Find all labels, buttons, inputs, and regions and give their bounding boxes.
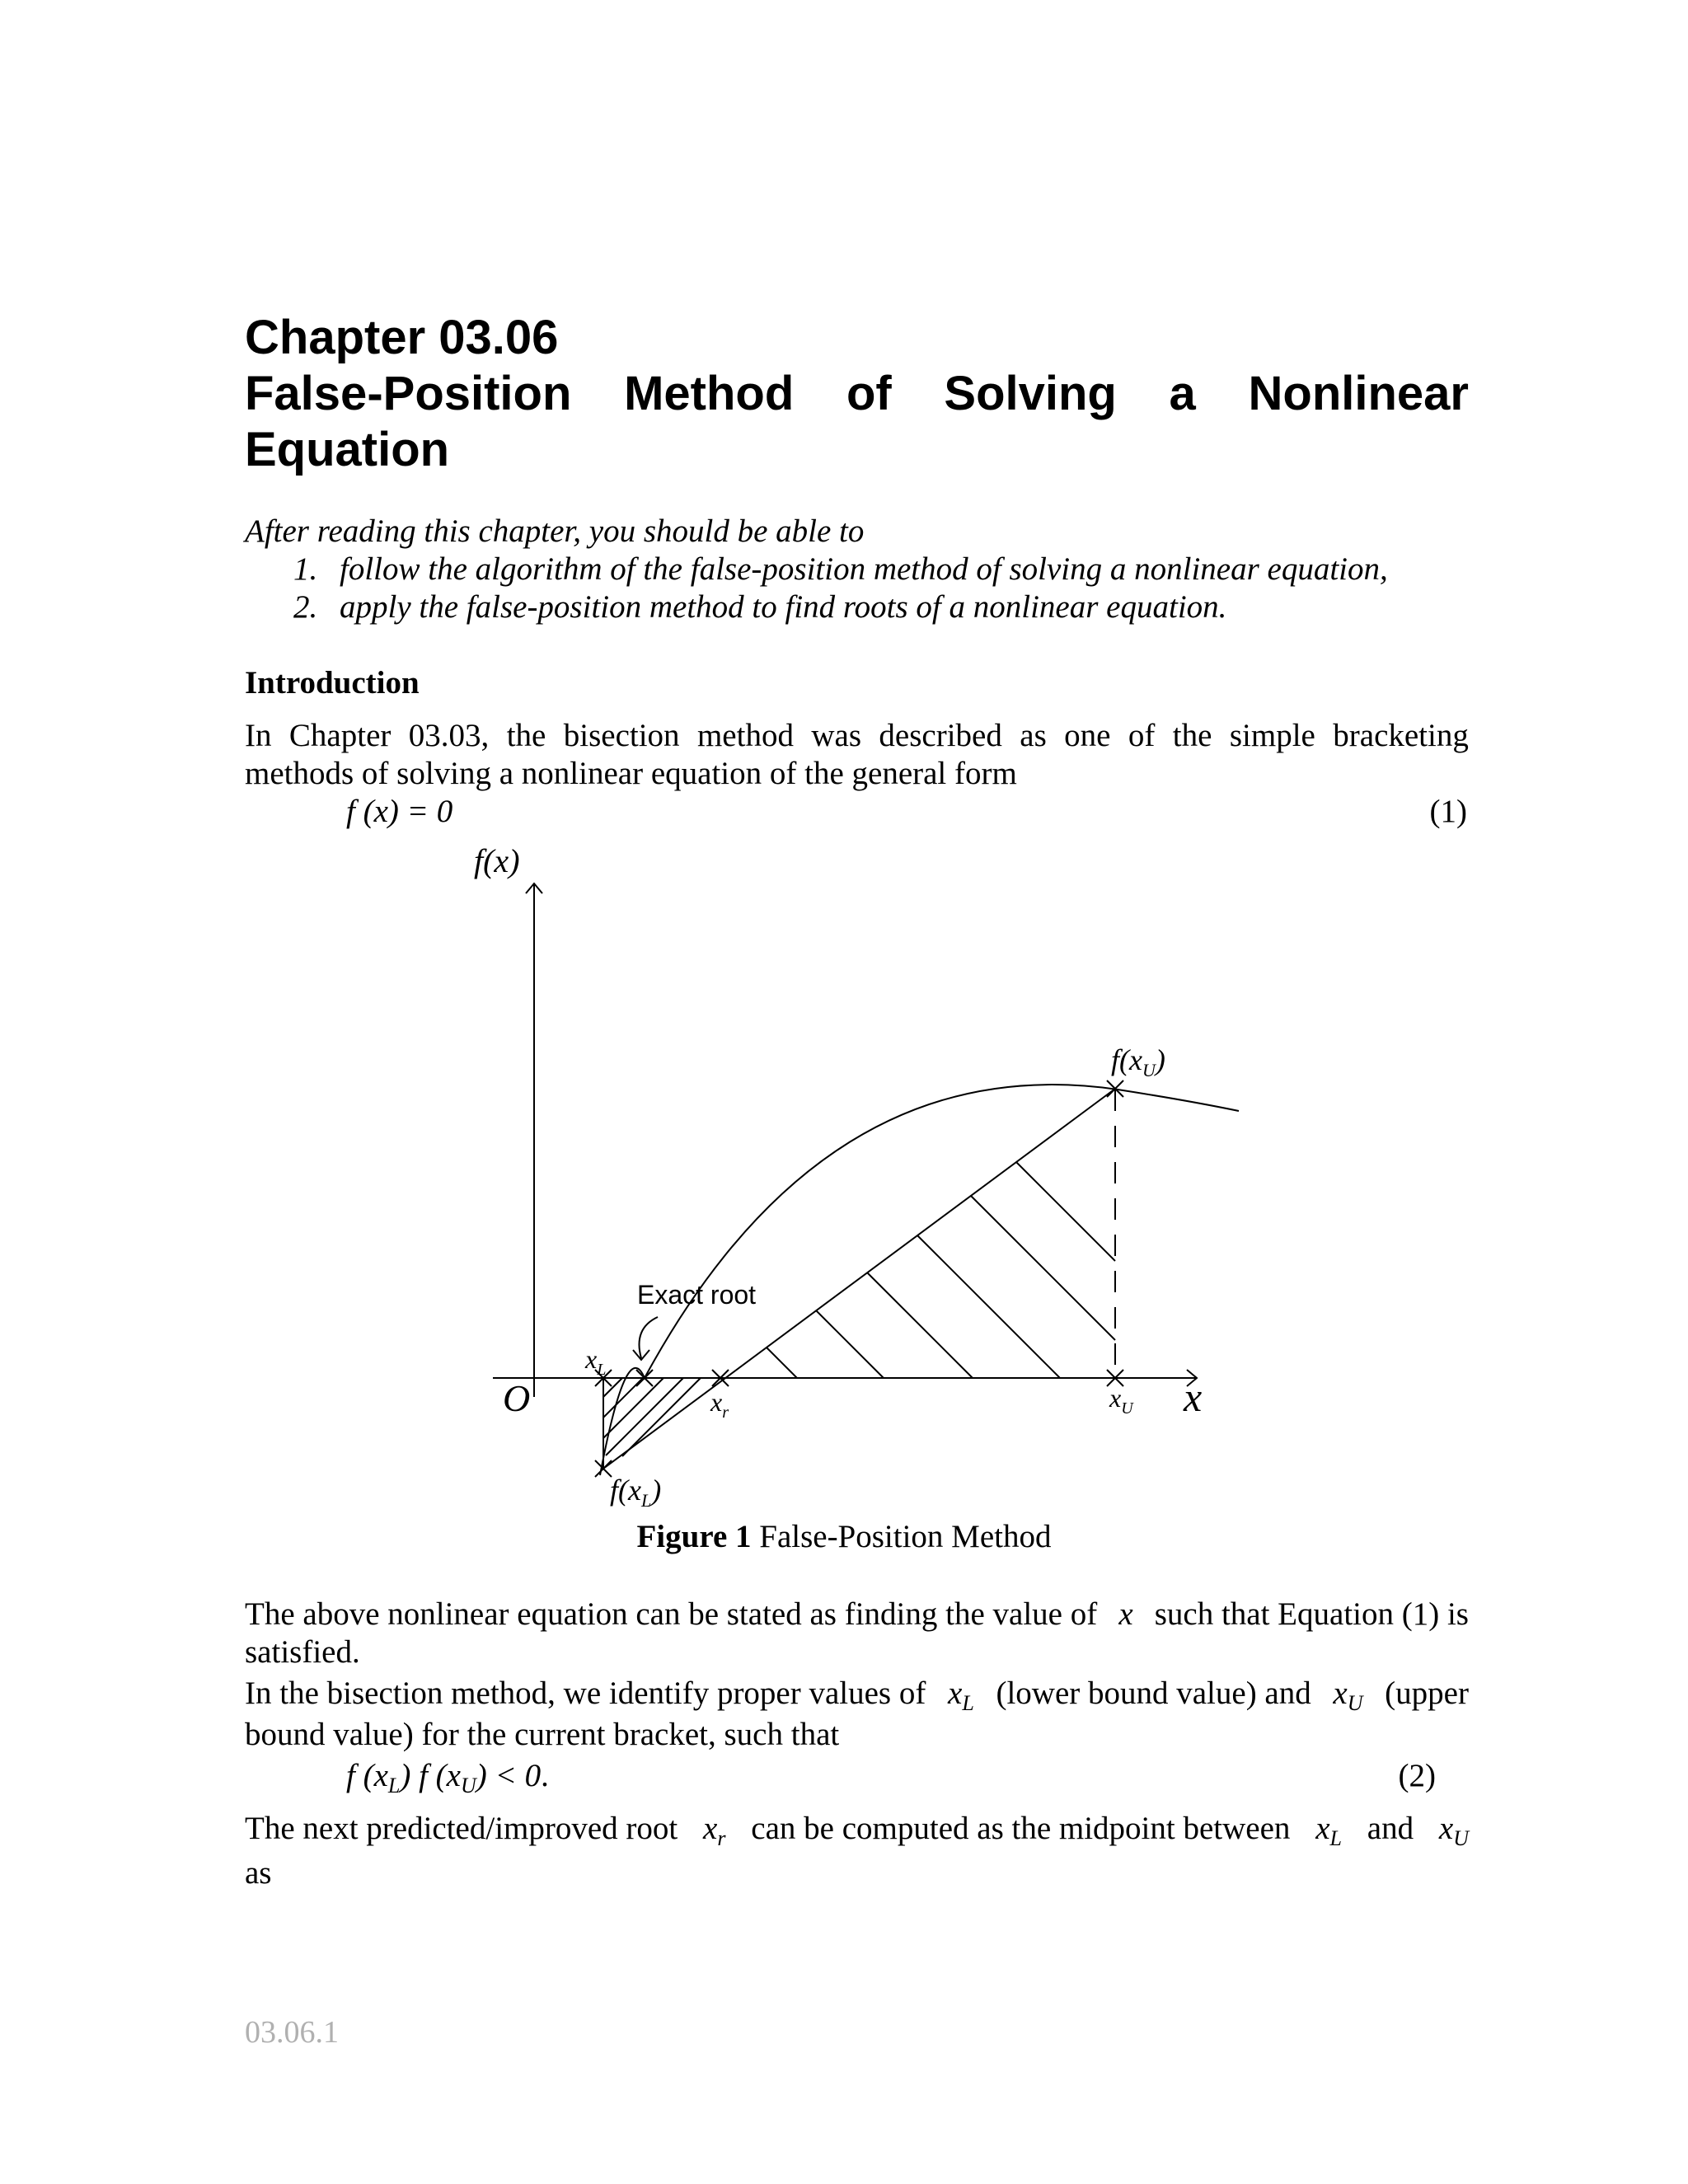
xU-var: x [1109, 1383, 1122, 1413]
fxU-sub: U [1142, 1060, 1156, 1080]
list-text: apply the false-position method to find roots of a nonlinear equation. [340, 589, 1227, 625]
para4-line2: as [245, 1855, 272, 1891]
var-xU: $x_U$ [1333, 1675, 1363, 1715]
word: bracketing [1333, 718, 1469, 753]
para2-line1 [245, 1596, 1469, 1633]
objectives-lead: After reading this chapter, you should be able to [245, 513, 865, 549]
chapter-number: Chapter 03.06 [245, 311, 559, 364]
list-text: follow the algorithm of the false-position method of solving a nonlinear equation, [340, 551, 1388, 587]
intro-para-line2: methods of solving a nonlinear equation of the general form [245, 756, 1017, 791]
fxU-label [1111, 1043, 1165, 1080]
word: Chapter [288, 718, 392, 753]
y-axis-label: f(x) [474, 842, 520, 879]
para-text: (upper [1385, 1675, 1469, 1711]
title-word: Method [624, 367, 795, 420]
equation-2-number: (2) [1398, 1758, 1436, 1793]
title-word: Nonlinear [1248, 367, 1469, 420]
var-x: x [1118, 1596, 1133, 1632]
word: was [811, 718, 862, 753]
title-word: a [1169, 367, 1196, 420]
title-word: False-Position [245, 367, 572, 420]
xr-sub: r [722, 1404, 729, 1422]
word: as [1020, 718, 1047, 753]
para-text: such that Equation (1) is [1154, 1596, 1469, 1632]
xU-label [1109, 1383, 1134, 1418]
chapter-title-line2: Equation [245, 423, 450, 476]
word: 03.03, [408, 718, 490, 753]
para4-line1 [245, 1810, 1469, 1848]
para3-line2: bound value) for the current bracket, such that [245, 1717, 840, 1752]
word: In [245, 718, 272, 753]
origin-label: O [503, 1377, 531, 1419]
caption-number: Figure 1 [636, 1519, 752, 1554]
var-xU: $x_U$ [1438, 1811, 1469, 1850]
para2-line2: satisfied. [245, 1634, 360, 1670]
equation-text: f (x) = 0 [346, 794, 453, 829]
equation-1-number: (1) [1429, 794, 1467, 829]
para-text: In the bisection method, we identify proper values of [245, 1675, 926, 1711]
fxU-close: ) [1155, 1043, 1165, 1076]
xL-sub: L [597, 1361, 607, 1379]
word: of [1128, 718, 1156, 753]
section-heading-introduction: Introduction [245, 665, 420, 701]
word: simple [1229, 718, 1315, 753]
fxL-close: ) [651, 1474, 662, 1507]
title-word: Solving [944, 367, 1117, 420]
list-number: 1. [293, 551, 318, 587]
word: one [1064, 718, 1111, 753]
page-number: 03.06.1 [245, 2015, 339, 2050]
xr-var: x [710, 1387, 723, 1417]
word: the [506, 718, 546, 753]
para3-line1 [245, 1675, 1469, 1713]
para-text: The next predicted/improved root [245, 1811, 678, 1846]
fxL-label [610, 1474, 661, 1511]
figure-caption [0, 1518, 1688, 1556]
right-hatching [767, 1162, 1115, 1378]
left-hatching [603, 1378, 701, 1456]
para-text: can be computed as the midpoint between [751, 1811, 1291, 1846]
var-xL: $x_L$ [948, 1675, 974, 1715]
word: method [696, 718, 794, 753]
xL-var: x [585, 1344, 598, 1374]
fxU-var: f(x [1111, 1043, 1142, 1076]
xL-label [584, 1344, 606, 1379]
var-xr: $x_r$ [703, 1811, 726, 1850]
para-text: and [1367, 1811, 1414, 1846]
fxL-var: f(x [610, 1474, 641, 1507]
list-number: 2. [293, 589, 318, 625]
exact-root-label: Exact root [637, 1280, 757, 1310]
secant-line [603, 1089, 1115, 1469]
word: bisection [563, 718, 680, 753]
word: described [879, 718, 1002, 753]
xU-sub: U [1121, 1399, 1133, 1418]
word: the [1172, 718, 1212, 753]
para-text: The above nonlinear equation can be stated as finding the value of [245, 1596, 1098, 1632]
x-axis-label: x [1184, 1374, 1203, 1420]
xr-label [710, 1387, 729, 1422]
caption-text: False-Position Method [759, 1519, 1052, 1554]
fxL-sub: L [640, 1490, 652, 1511]
title-word: of [846, 367, 892, 420]
equation-text: f $(x_L)$ f $(x_U) < 0$ [346, 1758, 542, 1797]
equation-2: f $(x_L)$ f $(x_U) < 0$. [346, 1758, 549, 1797]
para-text: (lower bound value) and [996, 1675, 1311, 1711]
var-xL: $x_L$ [1315, 1811, 1342, 1850]
